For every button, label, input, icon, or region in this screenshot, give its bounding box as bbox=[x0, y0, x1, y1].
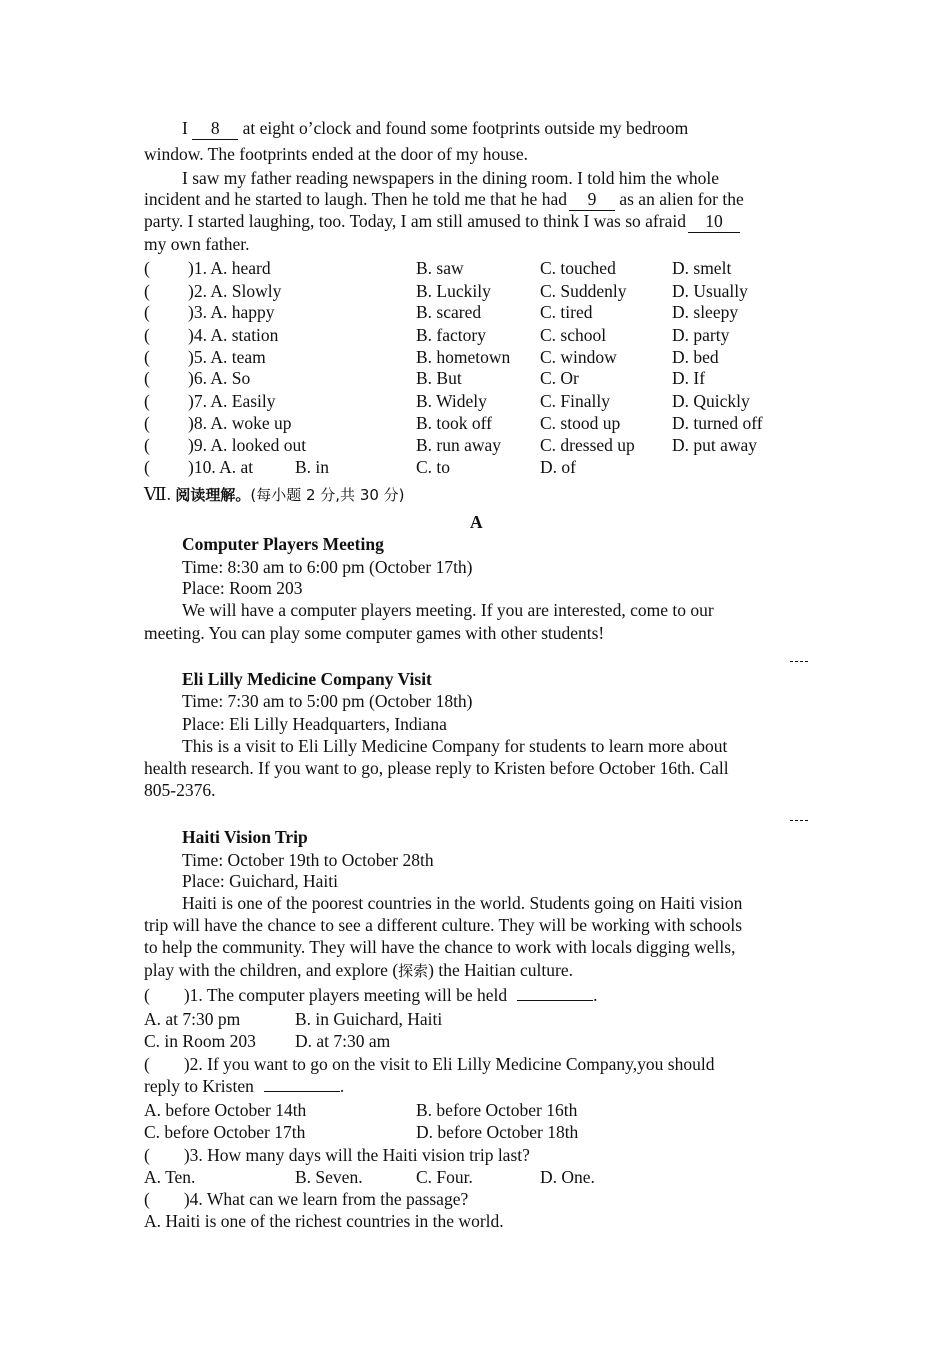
option-a: )5. A. team bbox=[188, 347, 266, 367]
chinese-gloss: 探索 bbox=[398, 962, 429, 980]
option-b: B. in Guichard, Haiti bbox=[295, 1009, 443, 1029]
section-heading bbox=[144, 483, 405, 506]
cloze-text: at eight o’clock and found some footprints outside my bedroom bbox=[238, 118, 689, 138]
cloze-line-3: I saw my father reading newspapers in the dining room. I told him the whole bbox=[182, 168, 720, 188]
option-b: B. But bbox=[416, 368, 462, 388]
notice-body: We will have a computer players meeting. If you are interested, come to our bbox=[182, 600, 714, 620]
blank-8: 8 bbox=[192, 117, 238, 140]
notice-place: Place: Eli Lilly Headquarters, Indiana bbox=[182, 714, 447, 734]
option-a: )2. A. Slowly bbox=[188, 281, 282, 301]
option-a: )6. A. So bbox=[188, 368, 251, 388]
option-c: C. tired bbox=[540, 302, 593, 322]
option-a: A. Haiti is one of the richest countries in the world. bbox=[144, 1211, 504, 1231]
question-stem: reply to Kristen bbox=[144, 1076, 254, 1096]
answer-paren: ( bbox=[144, 347, 150, 367]
answer-paren: ( bbox=[144, 368, 150, 388]
notice-body: Haiti is one of the poorest countries in the world. Students going on Haiti vision bbox=[182, 893, 743, 913]
answer-paren: ( bbox=[144, 413, 150, 433]
cloze-text: I bbox=[182, 118, 193, 138]
section-note: (每小题 2 分,共 30 分) bbox=[250, 486, 405, 504]
option-a: )10. A. at bbox=[188, 457, 254, 477]
cloze-line-1 bbox=[182, 117, 688, 140]
question-stem: )3. How many days will the Haiti vision trip last? bbox=[183, 1145, 530, 1165]
cloze-line-5 bbox=[144, 210, 740, 233]
answer-paren: ( bbox=[144, 457, 150, 477]
option-d: D. party bbox=[672, 325, 730, 345]
passage-label: A bbox=[470, 512, 483, 532]
notice-time: Time: 8:30 am to 6:00 pm (October 17th) bbox=[182, 557, 473, 577]
notice-body: health research. If you want to go, please reply to Kristen before October 16th. Call bbox=[144, 758, 729, 778]
option-d: D. Usually bbox=[672, 281, 748, 301]
answer-blank bbox=[517, 1000, 593, 1001]
cloze-line-4 bbox=[144, 188, 744, 211]
option-c: C. window bbox=[540, 347, 617, 367]
section-number: Ⅶ. bbox=[144, 484, 176, 504]
option-b: B. run away bbox=[416, 435, 502, 455]
reading-question bbox=[144, 1053, 714, 1075]
section-title: 阅读理解。 bbox=[175, 486, 251, 504]
question-stem: )1. The computer players meeting will be held bbox=[183, 985, 508, 1005]
question-stem-cont bbox=[144, 1075, 344, 1097]
option-c: C. dressed up bbox=[540, 435, 635, 455]
answer-paren: ( bbox=[144, 258, 150, 278]
option-b: B. factory bbox=[416, 325, 486, 345]
option-d: D. sleepy bbox=[672, 302, 739, 322]
option-d: D. bed bbox=[672, 347, 719, 367]
reading-question bbox=[144, 1144, 530, 1166]
option-c: C. school bbox=[540, 325, 607, 345]
notice-body: 805-2376. bbox=[144, 780, 216, 800]
answer-paren: ( bbox=[144, 302, 150, 322]
cloze-line-6: my own father. bbox=[144, 234, 250, 254]
question-end: . bbox=[339, 1076, 345, 1096]
notice-title: Haiti Vision Trip bbox=[182, 827, 308, 847]
blank-10: 10 bbox=[688, 210, 740, 233]
option-d: D. before October 18th bbox=[416, 1122, 579, 1142]
notice-title: Computer Players Meeting bbox=[182, 534, 384, 554]
question-stem: )2. If you want to go on the visit to Eli Lilly Medicine Company,you should bbox=[183, 1054, 715, 1074]
option-c: C. Or bbox=[540, 368, 579, 388]
option-c: C. Finally bbox=[540, 391, 611, 411]
option-b: B. in bbox=[295, 457, 330, 477]
option-d: D. smelt bbox=[672, 258, 732, 278]
option-d: D. of bbox=[540, 457, 576, 477]
option-b: B. took off bbox=[416, 413, 492, 433]
option-d: D. turned off bbox=[672, 413, 763, 433]
cloze-text: party. I started laughing, too. Today, I am still amused to think I was so afraid bbox=[144, 211, 686, 231]
option-a: )4. A. station bbox=[188, 325, 279, 345]
answer-paren: ( bbox=[144, 985, 150, 1005]
option-d: D. put away bbox=[672, 435, 758, 455]
reading-question bbox=[144, 1188, 468, 1210]
option-b: B. hometown bbox=[416, 347, 511, 367]
notice-body: trip will have the chance to see a different culture. They will be working with schools bbox=[144, 915, 743, 935]
option-d: D. Quickly bbox=[672, 391, 750, 411]
divider-dash bbox=[790, 820, 808, 821]
option-c: C. Four. bbox=[416, 1167, 473, 1187]
option-a: )8. A. woke up bbox=[188, 413, 292, 433]
answer-paren: ( bbox=[144, 281, 150, 301]
answer-paren: ( bbox=[144, 435, 150, 455]
answer-paren: ( bbox=[144, 325, 150, 345]
option-b: B. Widely bbox=[416, 391, 487, 411]
option-c: C. stood up bbox=[540, 413, 621, 433]
notice-place: Place: Guichard, Haiti bbox=[182, 871, 338, 891]
notice-text: play with the children, and explore ( bbox=[144, 960, 399, 980]
cloze-line-2: window. The footprints ended at the door of my house. bbox=[144, 144, 528, 164]
blank-9: 9 bbox=[569, 188, 615, 211]
option-d: D. One. bbox=[540, 1167, 595, 1187]
notice-time: Time: 7:30 am to 5:00 pm (October 18th) bbox=[182, 691, 473, 711]
option-b: B. Luckily bbox=[416, 281, 491, 301]
notice-time: Time: October 19th to October 28th bbox=[182, 850, 434, 870]
notice-body bbox=[144, 959, 573, 982]
question-end: . bbox=[593, 985, 598, 1005]
option-b: B. saw bbox=[416, 258, 464, 278]
option-a: )3. A. happy bbox=[188, 302, 275, 322]
answer-paren: ( bbox=[144, 1189, 150, 1209]
notice-body: This is a visit to Eli Lilly Medicine Company for students to learn more about bbox=[182, 736, 728, 756]
option-a: A. Ten. bbox=[144, 1167, 196, 1187]
option-c: C. Suddenly bbox=[540, 281, 627, 301]
option-a: )7. A. Easily bbox=[188, 391, 276, 411]
option-d: D. at 7:30 am bbox=[295, 1031, 391, 1051]
notice-body: meeting. You can play some computer games with other students! bbox=[144, 623, 605, 643]
option-a: )9. A. looked out bbox=[188, 435, 307, 455]
option-b: B. before October 16th bbox=[416, 1100, 578, 1120]
reading-question bbox=[144, 984, 598, 1006]
answer-paren: ( bbox=[144, 1145, 150, 1165]
answer-paren: ( bbox=[144, 1054, 150, 1074]
option-b: B. scared bbox=[416, 302, 482, 322]
option-c: C. to bbox=[416, 457, 451, 477]
option-b: B. Seven. bbox=[295, 1167, 363, 1187]
option-a: A. before October 14th bbox=[144, 1100, 307, 1120]
notice-body: to help the community. They will have the chance to work with locals digging wells, bbox=[144, 937, 736, 957]
question-stem: )4. What can we learn from the passage? bbox=[183, 1189, 469, 1209]
notice-title: Eli Lilly Medicine Company Visit bbox=[182, 669, 432, 689]
notice-place: Place: Room 203 bbox=[182, 578, 303, 598]
answer-paren: ( bbox=[144, 391, 150, 411]
answer-blank bbox=[264, 1091, 340, 1092]
option-c: C. before October 17th bbox=[144, 1122, 306, 1142]
option-c: C. touched bbox=[540, 258, 616, 278]
cloze-text: incident and he started to laugh. Then he told me that he had bbox=[144, 189, 567, 209]
option-a: A. at 7:30 pm bbox=[144, 1009, 241, 1029]
option-c: C. in Room 203 bbox=[144, 1031, 256, 1051]
cloze-text: as an alien for the bbox=[614, 189, 744, 209]
notice-text: ) the Haitian culture. bbox=[428, 960, 573, 980]
option-a: )1. A. heard bbox=[188, 258, 271, 278]
option-d: D. If bbox=[672, 368, 706, 388]
divider-dash bbox=[790, 661, 808, 662]
